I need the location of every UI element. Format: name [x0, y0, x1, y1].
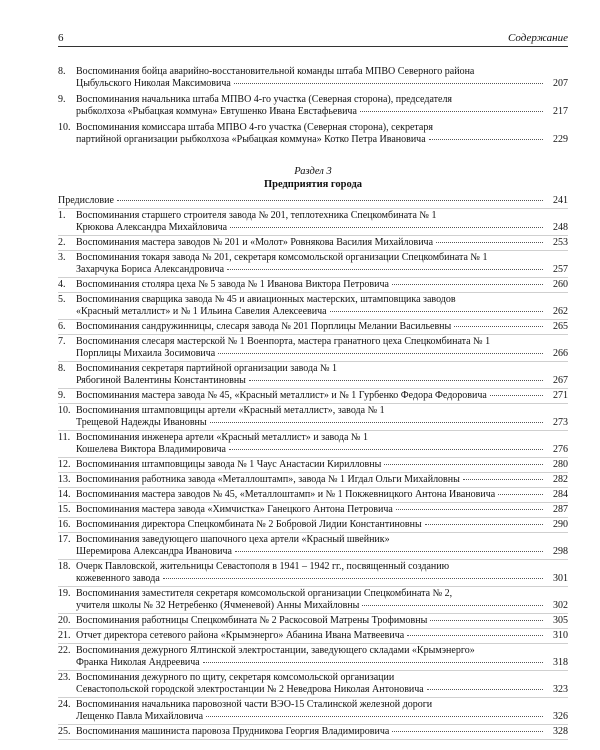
toc-entry-number: 25. — [58, 726, 71, 737]
toc-entry-text: Воспоминания дежурного Ялтинской электростанции, заведующего складами «Крымэнерго» — [76, 645, 475, 656]
toc-page-number: 207 — [553, 78, 568, 89]
leader-dots — [362, 605, 543, 606]
toc-entry[interactable] — [58, 252, 568, 278]
toc-entry-number: 7. — [58, 336, 66, 347]
leader-dots — [203, 662, 543, 663]
toc-entry-text: Воспоминания слесаря мастерской № 1 Военпорта, мастера гранатного цеха Спецкомбината № 1 — [76, 336, 491, 347]
toc-page-number: 267 — [553, 375, 568, 386]
toc-entry-text: Воспоминания мастера завода № 45, «Красный металлист» и № 1 Гурбенко Федора Федоровича — [76, 390, 487, 401]
toc-entry[interactable] — [58, 672, 568, 698]
leader-dots — [384, 464, 543, 465]
leader-dots — [463, 479, 543, 480]
toc-entry[interactable] — [58, 534, 568, 560]
toc-entry-number: 21. — [58, 630, 71, 641]
section-label: Раздел 3 — [294, 166, 332, 177]
leader-dots — [490, 395, 543, 396]
toc-entry-text: «Красный металлист» и № 1 Ильина Савелия Алексеевича — [76, 306, 327, 317]
toc-entry-number: 13. — [58, 474, 71, 485]
toc-entry[interactable] — [58, 94, 568, 118]
toc-page-number: 265 — [553, 321, 568, 332]
toc-entry-text: Воспоминания комиссара штаба МПВО 4-го участка (Северная сторона), секретаря — [76, 122, 433, 133]
toc-entry-text: Рябогиной Валентины Константиновны — [76, 375, 246, 386]
toc-entry-text: Воспоминания заместителя секретаря комсомольской организации Спецкомбината № 2, — [76, 588, 453, 599]
toc-entry-text: Очерк Павловской, жительницы Севастополя в 1941 – 1942 гг., посвященный созданию — [76, 561, 450, 572]
leader-dots — [330, 311, 543, 312]
leader-dots — [427, 689, 543, 690]
leader-dots — [396, 509, 543, 510]
leader-dots — [235, 551, 543, 552]
toc-page-number: 257 — [553, 264, 568, 275]
leader-dots — [407, 635, 543, 636]
toc-entry-text: учителя школы № 32 Нетребенко (Ячменевой) Анны Михайловны — [76, 600, 360, 611]
leader-dots — [498, 494, 543, 495]
toc-entry-text: Воспоминания столяра цеха № 5 завода № 1 Иванова Виктора Петровича — [76, 279, 389, 290]
toc-entry[interactable] — [58, 210, 568, 236]
toc-entry[interactable] — [58, 645, 568, 671]
toc-entry-number: 5. — [58, 294, 66, 305]
toc-page-number: 323 — [553, 684, 568, 695]
running-title: Содержание — [507, 32, 568, 44]
toc-entry-text: Воспоминания бойца аварийно-восстановительной команды штаба МПВО Северного района — [76, 66, 475, 77]
toc-entry-number: 22. — [58, 645, 71, 656]
toc-entry[interactable] — [58, 630, 568, 644]
toc-entry-number: 2. — [58, 237, 66, 248]
toc-entry[interactable] — [58, 390, 568, 404]
toc-entry-number: 23. — [58, 672, 71, 683]
toc-entry[interactable] — [58, 363, 568, 389]
page-header — [58, 18, 568, 44]
toc-entry-text: Воспоминания дежурного по щиту, секретаря комсомольской организации — [76, 672, 395, 683]
leader-dots — [392, 731, 543, 732]
toc-entry-number: 8. — [58, 66, 66, 77]
toc-page-number: 271 — [553, 390, 568, 401]
toc-page-number: 276 — [553, 444, 568, 455]
toc-entry-text: Воспоминания сварщика завода № 45 и авиационных мастерских, штамповщика заводов — [76, 294, 456, 305]
toc-entry-number: 14. — [58, 489, 71, 500]
toc-entry-text: Воспоминания мастера завода «Химчистка» Ганецкого Антона Петровича — [76, 504, 393, 515]
leader-dots — [249, 380, 543, 381]
toc-entry-number: 19. — [58, 588, 71, 599]
toc-entry-number: 18. — [58, 561, 71, 572]
toc-page-number: 280 — [553, 459, 568, 470]
toc-entry-text: Воспоминания штамповщицы артели «Красный металлист», завода № 1 — [76, 405, 385, 416]
toc-entry-text: Воспоминания сандружинницы, слесаря завода № 201 Порплицы Мелании Васильевны — [76, 321, 452, 332]
toc-entry[interactable] — [58, 279, 568, 293]
leader-dots — [218, 353, 543, 354]
toc-entry-text: Воспоминания старшего строителя завода № 201, теплотехника Спецкомбината № 1 — [76, 210, 437, 221]
toc-page-number: 328 — [553, 726, 568, 737]
toc-entry-text: Воспоминания мастера заводов № 45, «Металлоштамп» и № 1 Покжевницкого Антона Ивановича — [76, 489, 496, 500]
toc-list-top — [58, 66, 568, 150]
leader-dots — [229, 449, 543, 450]
toc-entry-text: Отчет директора сетевого района «Крымэнерго» Абанина Ивана Матвеевича — [76, 630, 405, 641]
toc-entry[interactable] — [58, 474, 568, 488]
toc-entry-number: 4. — [58, 279, 66, 290]
toc-entry[interactable] — [58, 519, 568, 533]
toc-page-number: 326 — [553, 711, 568, 722]
toc-entry-preface[interactable] — [58, 195, 568, 209]
toc-page-number: 217 — [553, 106, 568, 117]
leader-dots — [429, 139, 543, 140]
toc-entry-text: Воспоминания работницы Спецкомбината № 2 Раскосовой Матрены Трофимовны — [76, 615, 428, 626]
toc-page-number: 229 — [553, 134, 568, 145]
toc-entry-text: Воспоминания машиниста паровоза Прудникова Георгия Владимировича — [76, 726, 390, 737]
leader-dots — [392, 284, 543, 285]
toc-entry-number: 6. — [58, 321, 66, 332]
toc-page-number: 284 — [553, 489, 568, 500]
toc-page-number: 302 — [553, 600, 568, 611]
toc-entry-text: Крюкова Александра Михайловича — [76, 222, 228, 233]
toc-page-number: 260 — [553, 279, 568, 290]
toc-entry-number: 3. — [58, 252, 66, 263]
toc-entry-text: Воспоминания инженера артели «Красный металлист» и завода № 1 — [76, 432, 368, 443]
toc-page-number: 290 — [553, 519, 568, 530]
toc-entry-text: Воспоминания начальника паровозной части ВЭО-15 Сталинской железной дороги — [76, 699, 433, 710]
toc-page-number: 253 — [553, 237, 568, 248]
toc-entry-number: 24. — [58, 699, 71, 710]
leader-dots — [436, 242, 543, 243]
toc-entry-number: 15. — [58, 504, 71, 515]
toc-entry[interactable] — [58, 294, 568, 320]
toc-entry-number: 9. — [58, 94, 66, 105]
header-rule — [58, 46, 568, 47]
leader-dots — [430, 620, 543, 621]
leader-dots — [234, 83, 543, 84]
section-heading — [58, 166, 568, 191]
toc-page-number: 262 — [553, 306, 568, 317]
toc-entry-text: Воспоминания начальника штаба МПВО 4-го участка (Северная сторона), председателя — [76, 94, 453, 105]
toc-entry[interactable] — [58, 122, 568, 146]
toc-entry-number: 12. — [58, 459, 71, 470]
toc-entry-text: Шеремирова Александра Ивановича — [76, 546, 232, 557]
toc-entry-number: 10. — [58, 122, 71, 133]
toc-entry-text: Цыбульского Николая Максимовича — [76, 78, 231, 89]
toc-entry[interactable] — [58, 561, 568, 587]
toc-entry-text: Воспоминания токаря завода № 201, секретаря комсомольской организации Спецкомбината № 1 — [76, 252, 488, 263]
toc-entry-text: Воспоминания заведующего шапочного цеха артели «Красный швейник» — [76, 534, 390, 545]
toc-entry-text: Севастопольской городской электростанции № 2 Неведрова Николая Антоновича — [76, 684, 424, 695]
toc-entry-text: кожевенного завода — [76, 573, 160, 584]
toc-entry-text: Воспоминания секретаря партийной организации завода № 1 — [76, 363, 338, 374]
toc-entry-text: Порплицы Михаила Зосимовича — [76, 348, 216, 359]
toc-entry-number: 17. — [58, 534, 71, 545]
toc-entry[interactable] — [58, 432, 568, 458]
toc-entry[interactable] — [58, 726, 568, 740]
toc-page-number: 287 — [553, 504, 568, 515]
toc-list-main — [58, 195, 568, 741]
toc-page-number: 241 — [553, 195, 568, 206]
toc-page-number: 298 — [553, 546, 568, 557]
toc-entry[interactable] — [58, 405, 568, 431]
toc-entry-number: 16. — [58, 519, 71, 530]
leader-dots — [230, 227, 543, 228]
section-title: Предприятия города — [263, 179, 363, 190]
toc-entry-text: Воспоминания мастера заводов № 201 и «Молот» Ровнякова Василия Михайловича — [76, 237, 434, 248]
leader-dots — [163, 578, 543, 579]
toc-entry[interactable] — [58, 504, 568, 518]
toc-entry-text: Лещенко Павла Михайловича — [76, 711, 204, 722]
toc-entry-number: 11. — [58, 432, 71, 443]
toc-entry-text: Трещевой Надежды Ивановны — [76, 417, 207, 428]
toc-entry[interactable] — [58, 66, 568, 90]
toc-entry-text: Воспоминания директора Спецкомбината № 2 Бобровой Лидии Константиновны — [76, 519, 422, 530]
toc-entry[interactable] — [58, 459, 568, 473]
toc-entry[interactable] — [58, 321, 568, 335]
toc-entry[interactable] — [58, 699, 568, 725]
toc-entry-number: 1. — [58, 210, 66, 221]
toc-page-number: 266 — [553, 348, 568, 359]
leader-dots — [206, 716, 543, 717]
toc-entry-number: 9. — [58, 390, 66, 401]
leader-dots — [454, 326, 543, 327]
toc-entry-text: Воспоминания штамповщицы завода № 1 Чаус Анастасии Кирилловны — [76, 459, 382, 470]
toc-page-number: 301 — [553, 573, 568, 584]
leader-dots — [227, 269, 543, 270]
toc-entry-text: Франка Николая Андреевича — [76, 657, 200, 668]
toc-entry-text: Кошелева Виктора Владимировича — [76, 444, 226, 455]
leader-dots — [425, 524, 543, 525]
toc-entry-text: Захарчука Бориса Александровича — [76, 264, 225, 275]
toc-page-number: 248 — [553, 222, 568, 233]
leader-dots — [210, 422, 543, 423]
toc-entry-number: 8. — [58, 363, 66, 374]
leader-dots — [117, 200, 543, 201]
toc-page-number: 273 — [553, 417, 568, 428]
toc-entry-text: партийной организации рыбколхоза «Рыбацкая коммуна» Котко Петра Ивановича — [76, 134, 426, 145]
toc-entry-text: Воспоминания работника завода «Металлоштамп», завода № 1 Игдал Ольги Михайловны — [76, 474, 460, 485]
toc-page-number: 305 — [553, 615, 568, 626]
toc-entry-text: Предисловие — [58, 195, 114, 206]
toc-entry-number: 20. — [58, 615, 71, 626]
toc-page-number: 310 — [553, 630, 568, 641]
toc-page-number: 282 — [553, 474, 568, 485]
leader-dots — [360, 111, 543, 112]
toc-entry-number: 10. — [58, 405, 71, 416]
toc-entry-text: рыбколхоза «Рыбацкая коммуна» Евтушенко Ивана Евстафьевича — [76, 106, 357, 117]
toc-page-number: 318 — [553, 657, 568, 668]
toc-entry[interactable] — [58, 615, 568, 629]
toc-entry[interactable] — [58, 588, 568, 614]
toc-entry[interactable] — [58, 489, 568, 503]
toc-entry[interactable] — [58, 336, 568, 362]
toc-entry[interactable] — [58, 237, 568, 251]
page-number: 6 — [58, 32, 64, 44]
